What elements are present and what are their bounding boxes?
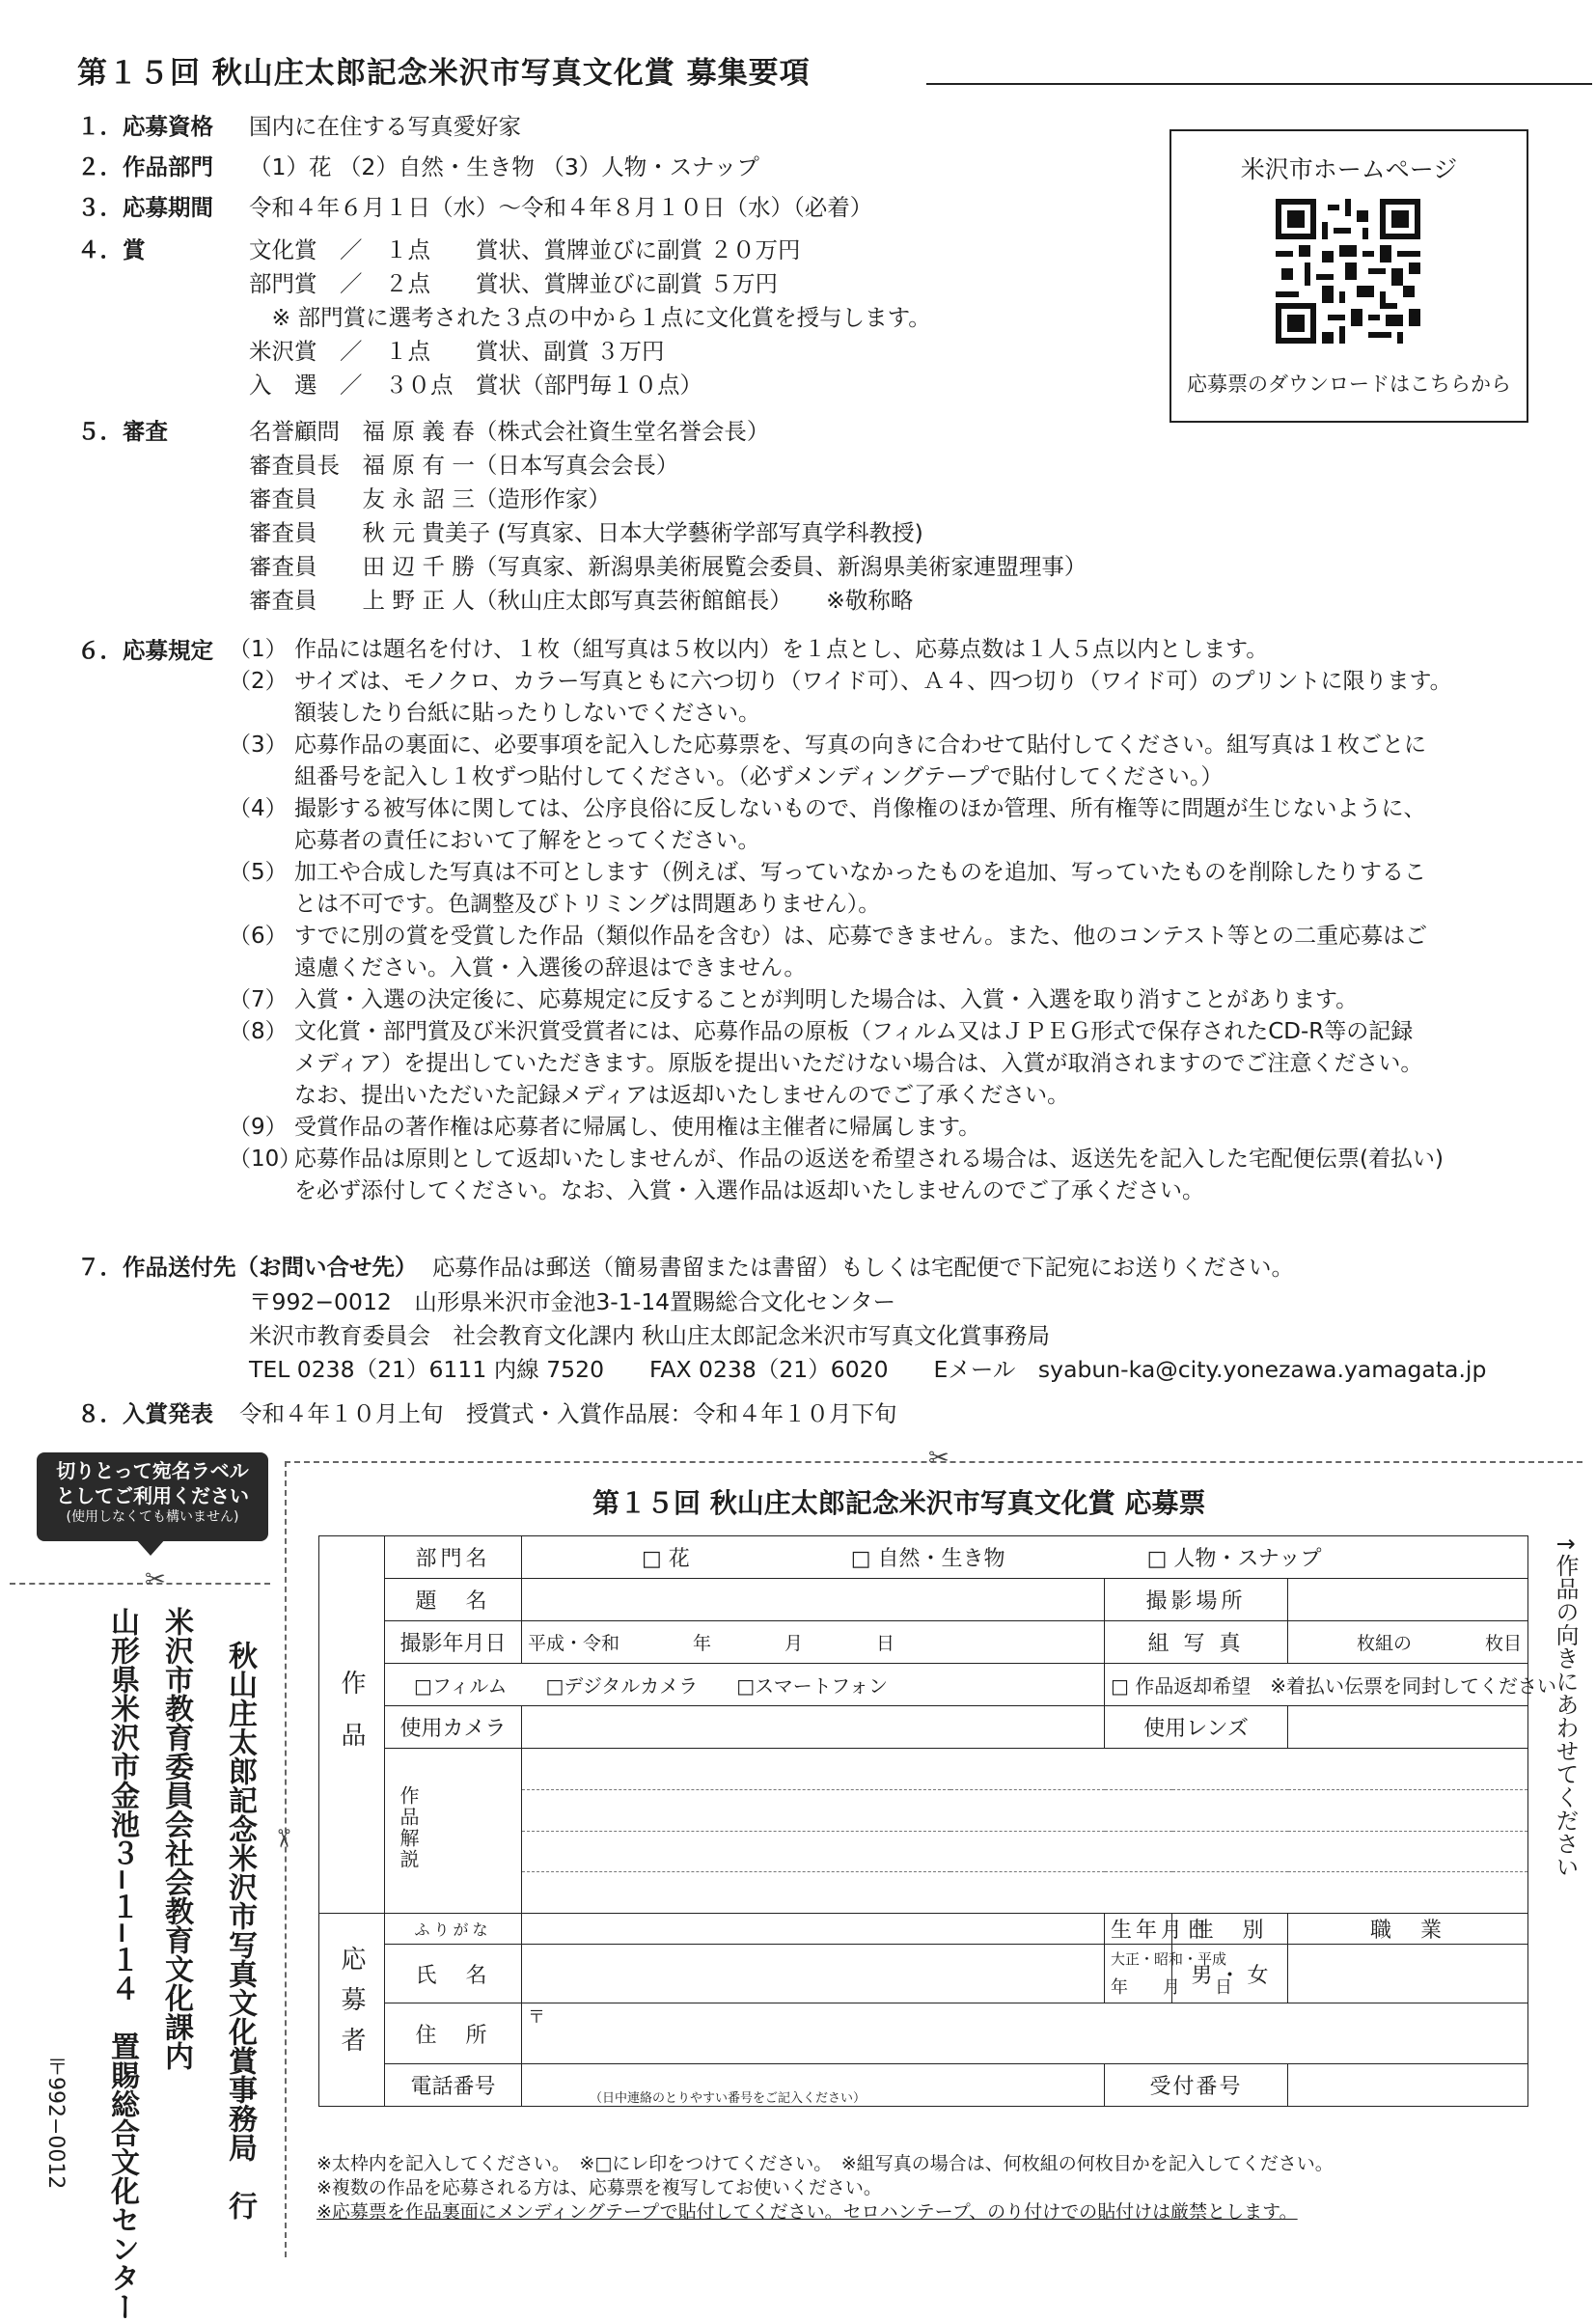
rule-number: （6） (229, 924, 288, 949)
sex-label: 性 別 (1172, 1914, 1288, 1945)
section-number: ２．作品部門 (77, 153, 213, 180)
badge-arrow (135, 1538, 166, 1556)
judge-line: 審査員 田 辺 千 勝（写真家、新潟県美術展覧会委員、新潟県美術家連盟理事） (249, 553, 1087, 580)
rule-number: （10） (229, 1147, 302, 1172)
category-options[interactable] (522, 1536, 1528, 1579)
return-option[interactable]: □ 作品返却希望 ※着払い伝票を同封してください (1105, 1664, 1528, 1706)
award-line: 文化賞 ／ １点 賞状、賞牌並びに副賞 ２０万円 (249, 236, 801, 263)
camera-field[interactable] (522, 1706, 1105, 1749)
rule-number: （7） (229, 987, 288, 1012)
rule-text: メディア）を提出していただきます。原版を提出いただけない場合は、入賞が取消されますのでご注意ください。 (294, 1051, 1423, 1076)
description-line[interactable] (522, 1872, 1528, 1914)
rule-text: 組番号を記入し１枚ずつ貼付してください。（必ずメンディングテープで貼付してください。） (294, 764, 1224, 789)
orientation-note: ↑作品の向きにあわせてください (1552, 1534, 1579, 1879)
label-zip: 〒992−0012 (43, 2056, 68, 2190)
entry-form (318, 1535, 1557, 2107)
phone-label: 電話番号 (385, 2064, 522, 2107)
camera-label: 使用カメラ (385, 1706, 522, 1749)
scissors-icon: ✂ (267, 1828, 297, 1849)
title-underline (926, 83, 1592, 85)
description-label-cell (385, 1749, 522, 1914)
rule-text: 作品には題名を付け、１枚（組写真は５枚以内）を１点とし、応募点数は１人５点以内とします。 (294, 637, 1269, 662)
award-line: ※ 部門賞に選考された３点の中から１点に文化賞を授与します。 (249, 304, 931, 331)
lens-field[interactable] (1288, 1706, 1528, 1749)
location-label: 撮影場所 (1105, 1579, 1288, 1621)
rule-number: （5） (229, 860, 288, 885)
cut-line-vertical (285, 1461, 287, 2257)
qr-caption: 応募票のダウンロードはこちらから (1187, 373, 1511, 396)
contact-line: TEL 0238（21）6111 内線 7520 FAX 0238（21）6020 Eメール syabun-ka@city.yonezawa.yamagata.jp (249, 1356, 1487, 1383)
section-text: 国内に在住する写真愛好家 (249, 113, 521, 140)
description-line[interactable] (522, 1749, 1528, 1790)
label-recipient: 秋山庄太郎記念米沢市写真文化賞事務局 行 (223, 1641, 257, 2220)
section-number: ６．応募規定 (77, 637, 213, 664)
receipt-number-field (1288, 2064, 1528, 2107)
shoot-date-field[interactable]: 平成・令和 年 月 日 (522, 1621, 1105, 1664)
cut-label-badge (37, 1452, 268, 1541)
judge-line: 審査員 上 野 正 人（秋山庄太郎写真芸術館館長） ※敬称略 (249, 587, 914, 614)
furigana-label: ふりがな (385, 1914, 522, 1945)
section-number: ７．作品送付先（お問い合せ先） (77, 1254, 418, 1281)
shoot-date-label: 撮影年月日 (385, 1621, 522, 1664)
rule-number: （8） (229, 1019, 288, 1044)
lens-label: 使用レンズ (1105, 1706, 1288, 1749)
sex-field[interactable]: 男 ・ 女 (1172, 1945, 1288, 2003)
receipt-number-label: 受付番号 (1105, 2064, 1288, 2107)
section-number: ４．賞 (77, 236, 146, 263)
occupation-field[interactable] (1288, 1945, 1528, 2003)
section-number: ５．審査 (77, 418, 168, 445)
rule-text: 応募者の責任において了解をとってください。 (294, 828, 760, 853)
label-department: 米沢市教育委員会社会教育文化課内 (159, 1607, 193, 2070)
media-options[interactable]: □フィルム □デジタルカメラ □スマートフォン (385, 1664, 1105, 1706)
rule-text: 遠慮ください。入賞・入選後の辞退はできません。 (294, 955, 807, 981)
badge-line: としてご利用ください (56, 1484, 249, 1507)
judge-line: 審査員 友 永 詔 三（造形作家） (249, 485, 611, 512)
rule-text: 応募作品の裏面に、必要事項を記入した応募票を、写真の向きに合わせて貼付してください。組写真は１枚ごとに (294, 732, 1426, 758)
scissors-icon: ✂ (928, 1444, 949, 1473)
rule-text: すでに別の賞を受賞した作品（類似作品を含む）は、応募できません。また、他のコンテスト等との二重応募はご (294, 924, 1428, 949)
rule-text: 撮影する被写体に関しては、公序良俗に反しないもので、肖像権のほか管理、所有権等に問題が生じないように、 (294, 796, 1426, 821)
address-label: 住 所 (385, 2003, 522, 2064)
judge-line: 審査員長 福 原 有 一（日本写真会会長） (249, 452, 679, 479)
rule-text: 額装したり台紙に貼ったりしないでください。 (294, 701, 760, 726)
description-line[interactable] (522, 1831, 1528, 1872)
rule-text: とは不可です。色調整及びトリミングは問題ありません）。 (294, 892, 881, 917)
qr-code-icon[interactable] (1276, 199, 1420, 344)
address-field[interactable]: 〒 (522, 2003, 1528, 2064)
badge-line: 切りとって宛名ラベル (56, 1459, 249, 1482)
rule-text: 応募作品は原則として返却いたしませんが、作品の返送を希望される場合は、返送先を記入した宅配便伝票(着払い) (294, 1147, 1444, 1172)
judge-line: 名誉顧問 福 原 義 春（株式会社資生堂名誉会長） (249, 418, 770, 445)
checkbox-nature[interactable]: □ 自然・生き物 (850, 1547, 1005, 1571)
name-field[interactable] (522, 1945, 1105, 2003)
checkbox-flower[interactable]: □ 花 (642, 1547, 690, 1571)
title-field[interactable] (522, 1579, 1105, 1621)
phone-field[interactable]: （日中連絡のとりやすい番号をご記入ください） (522, 2064, 1105, 2107)
qr-title: 米沢市ホームページ (1240, 155, 1458, 183)
note-line: ※太枠内を記入してください。 ※□にレ印をつけてください。 ※組写真の場合は、何枚組の何枚目かを記入してください。 (316, 2153, 1334, 2174)
office-line: 米沢市教育委員会 社会教育文化課内 秋山庄太郎記念米沢市写真文化賞事務局 (249, 1322, 1050, 1349)
occupation-label: 職 業 (1288, 1914, 1528, 1945)
section-number: １．応募資格 (77, 113, 213, 140)
birth-date-units: 年 月 日 (1111, 1977, 1232, 1998)
rule-text: 入賞・入選の決定後に、応募規定に反することが判明した場合は、入賞・入選を取り消すことがあります。 (294, 987, 1359, 1012)
rule-text: なお、提出いただいた記録メディアは返却いたしませんのでご了承ください。 (294, 1083, 1070, 1108)
section-work (319, 1536, 385, 1914)
section-text: 令和４年１０月上旬 授賞式・入賞作品展：令和４年１０月下旬 (239, 1400, 897, 1427)
form-notes (316, 2152, 1334, 2224)
page-title: 第１５回 秋山庄太郎記念米沢市写真文化賞 募集要項 (77, 56, 811, 91)
rule-text: サイズは、モノクロ、カラー写真ともに六つ切り（ワイド可）、Ａ４、四つ切り（ワイド可）のプリントに限ります。 (294, 669, 1452, 694)
award-line: 入 選 ／ ３０点 賞状（部門毎１０点） (249, 372, 702, 399)
rule-number: （9） (229, 1115, 288, 1140)
section-text: 令和４年６月１日（水）〜令和４年８月１０日（水）（必着） (249, 194, 873, 221)
rule-number: （1） (229, 637, 288, 662)
section-text: （1）花 （2）自然・生き物 （3）人物・スナップ (249, 153, 759, 180)
description-label: 作品解説 (397, 1785, 420, 1870)
rule-text: 受賞作品の著作権は応募者に帰属し、使用権は主催者に帰属します。 (294, 1115, 981, 1140)
location-field[interactable] (1288, 1579, 1528, 1621)
birthdate-label: 生年月日 (1105, 1914, 1172, 1945)
rule-number: （2） (229, 669, 288, 694)
award-line: 部門賞 ／ ２点 賞状、賞牌並びに副賞 ５万円 (249, 270, 778, 297)
rule-number: （3） (229, 732, 288, 758)
address-line: 〒992−0012 山形県米沢市金池3-1-14置賜総合文化センター (249, 1288, 896, 1315)
section-number: ３．応募期間 (77, 194, 213, 221)
rule-number: （4） (229, 796, 288, 821)
furigana-field[interactable] (522, 1914, 1105, 1945)
send-lead: 応募作品は郵送（簡易書留または書留）もしくは宅配便で下記宛にお送りください。 (432, 1254, 1294, 1281)
rule-text: を必ず添付してください。なお、入賞・入選作品は返却いたしませんのでご了承ください。 (294, 1178, 1204, 1203)
badge-note: (使用しなくても構いません) (66, 1509, 239, 1525)
form-title: 第１５回 秋山庄太郎記念米沢市写真文化賞 応募票 (592, 1487, 1206, 1519)
title-label: 題 名 (385, 1579, 522, 1621)
note-line: ※複数の作品を応募される方は、応募票を複写してお使いください。 (316, 2177, 882, 2198)
name-label: 氏 名 (385, 1945, 522, 2003)
series-field[interactable]: 枚組の 枚目 (1288, 1621, 1528, 1664)
section-work-label: 作品 (337, 1669, 366, 1774)
section-applicant (319, 1914, 385, 2107)
scissors-icon: ✂ (145, 1565, 166, 1594)
birth-era-options: 大正・昭和・平成 (1111, 1950, 1227, 1968)
section-applicant-label: 応募者 (337, 1946, 366, 2067)
checkbox-people[interactable]: □ 人物・スナップ (1146, 1547, 1322, 1571)
description-line[interactable] (522, 1789, 1528, 1831)
note-line: ※応募票を作品裏面にメンディングテープで貼付してください。セロハンテープ、のり付けでの貼付けは厳禁とします。 (316, 2201, 1298, 2223)
rule-text: 加工や合成した写真は不可とします（例えば、写っていなかったものを追加、写っていたものを削除したりするこ (294, 860, 1426, 885)
cut-line-label (10, 1583, 270, 1585)
judge-line: 審査員 秋 元 貴美子 (写真家、日本大学藝術学部写真学科教授) (249, 519, 923, 546)
category-label: 部門名 (385, 1536, 522, 1579)
qr-box (1169, 129, 1528, 423)
rule-text: 文化賞・部門賞及び米沢賞受賞者には、応募作品の原板（フィルム又はＪＰＥＧ形式で保存されたCD-R等の記録 (294, 1019, 1414, 1044)
series-label: 組 写 真 (1105, 1621, 1288, 1664)
award-line: 米沢賞 ／ １点 賞状、副賞 ３万円 (249, 338, 665, 365)
label-address: 山形県米沢市金池３−１−１４ 置賜総合文化センター (105, 1607, 139, 2321)
section-number: ８．入賞発表 (77, 1400, 213, 1427)
